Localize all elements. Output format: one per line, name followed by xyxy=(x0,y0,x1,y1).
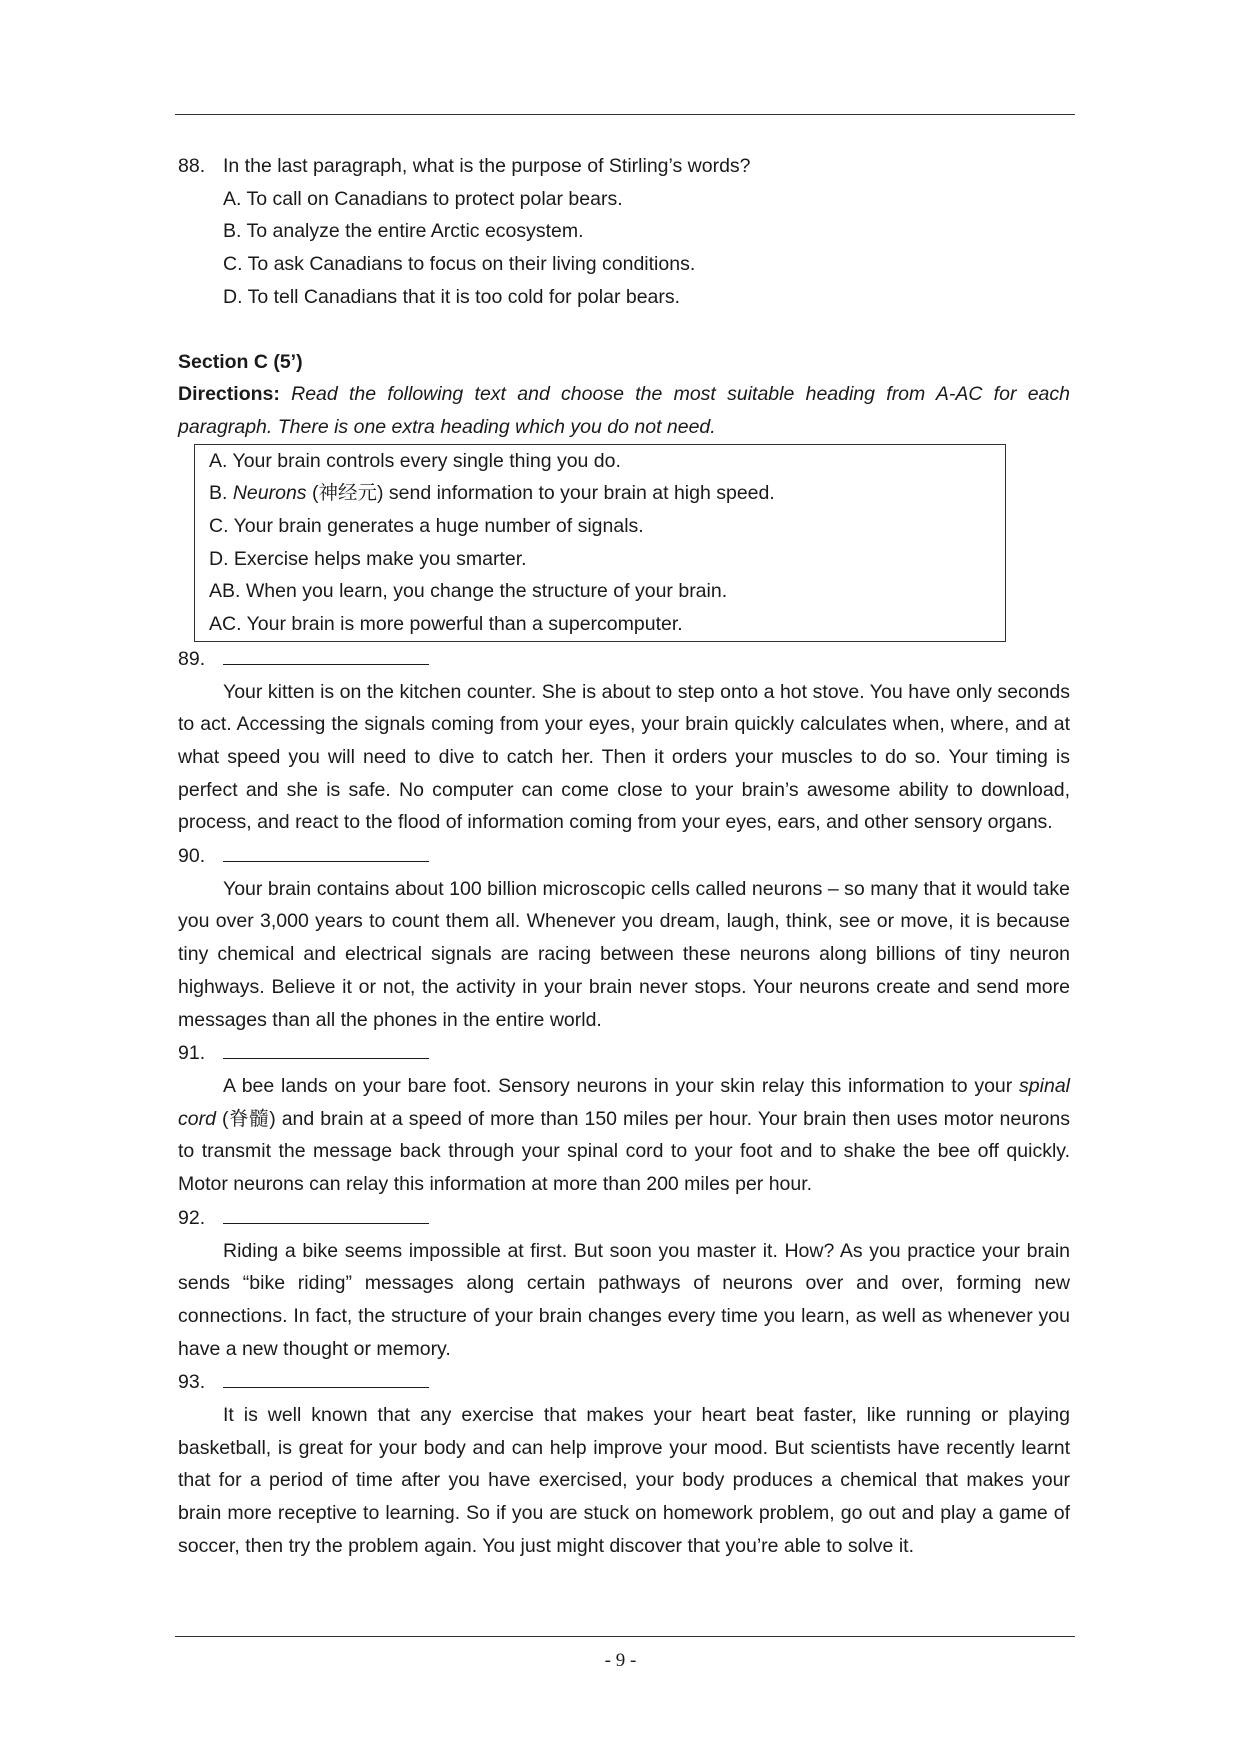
paragraph-89: Your kitten is on the kitchen counter. She is about to step onto a hot stove. You have only seconds to act. Accessing the signals coming from your eyes, your brain quickly calculates when, where, and at what speed you will need to dive to catch her. Then it orders your muscles to do so. Your timing is perfect and she is safe. No computer can come close to your brain’s awesome ability to download, process, and react to the flood of information coming from your eyes, ears, and other sensory organs. xyxy=(178,680,1070,834)
answer-line-91 xyxy=(178,1036,1070,1070)
answer-line-92 xyxy=(178,1201,1070,1235)
heading-d: D. Exercise helps make you smarter. xyxy=(209,547,527,570)
paragraph-number: 90. xyxy=(178,845,206,868)
headings-box xyxy=(194,444,1006,642)
answer-blank[interactable] xyxy=(223,1036,429,1059)
answer-blank[interactable] xyxy=(223,1365,429,1388)
page-number: - 9 - xyxy=(604,1650,637,1671)
paragraph-number: 93. xyxy=(178,1371,206,1394)
paragraph-90: Your brain contains about 100 billion microscopic cells called neurons – so many that it would take you over 3,000 years to count them all. Whenever you dream, laugh, think, see or move, it is because tiny chemical and electrical signals are racing between these neurons along billions of tiny neuron highways. Believe it or not, the activity in your brain never stops. Your neurons create and send more messages than all the phones in the entire world. xyxy=(178,877,1070,1031)
paragraph-91: A bee lands on your bare foot. Sensory neurons in your skin relay this information to your spinal cord (脊髓) and brain at a speed of more than 150 miles per hour. Your brain then uses motor neurons to transmit the message back through your spinal cord to your foot and to shake the bee off quickly. Motor neurons can relay this information at more than 200 miles per hour. xyxy=(178,1074,1070,1196)
option-c: C. To ask Canadians to focus on their living conditions. xyxy=(223,253,696,276)
question-number: 88. xyxy=(178,155,206,177)
question-88 xyxy=(178,150,1070,183)
answer-line-93 xyxy=(178,1365,1070,1399)
heading-b: B. Neurons (神经元) send information to your brain at high speed. xyxy=(209,482,775,505)
heading-ac: AC. Your brain is more powerful than a supercomputer. xyxy=(209,613,683,636)
paragraph-number: 91. xyxy=(178,1042,206,1065)
question-text: In the last paragraph, what is the purpose of Stirling’s words? xyxy=(223,155,751,177)
footer-rule xyxy=(175,1636,1075,1637)
option-a: A. To call on Canadians to protect polar bears. xyxy=(223,187,623,210)
page-content xyxy=(178,150,1070,1563)
directions-label: Directions: xyxy=(178,383,280,406)
section-title: Section C (5’) xyxy=(178,350,303,373)
answer-blank[interactable] xyxy=(223,1201,429,1224)
directions-text: Read the following text and choose the most suitable heading from A-AC for each paragraph. There is one extra heading which you do not need. xyxy=(178,383,1070,438)
paragraph-number: 89. xyxy=(178,647,206,670)
answer-line-89 xyxy=(178,642,1070,676)
option-b: B. To analyze the entire Arctic ecosystem. xyxy=(223,220,584,243)
answer-blank[interactable] xyxy=(223,839,429,862)
heading-c: C. Your brain generates a huge number of signals. xyxy=(209,515,644,538)
header-rule xyxy=(175,114,1075,115)
heading-ab: AB. When you learn, you change the structure of your brain. xyxy=(209,580,728,603)
paragraph-number: 92. xyxy=(178,1206,206,1229)
paragraph-93: It is well known that any exercise that makes your heart beat faster, like running or playing basketball, is great for your body and can help improve your mood. But scientists have recently learnt that for a period of time after you have exercised, your body produces a chemical that makes your brain more receptive to learning. So if you are stuck on homework problem, go out and play a game of soccer, then try the problem again. You just might discover that you’re able to solve it. xyxy=(178,1404,1070,1557)
option-d: D. To tell Canadians that it is too cold for polar bears. xyxy=(223,285,681,308)
answer-line-90 xyxy=(178,839,1070,873)
paragraph-92: Riding a bike seems impossible at first. But soon you master it. How? As you practice your brain sends “bike riding” messages along certain pathways of neurons over and over, forming new connections. In fact, the structure of your brain changes every time you learn, as well as whenever you have a new thought or memory. xyxy=(178,1239,1070,1360)
directions xyxy=(178,378,1070,443)
heading-a: A. Your brain controls every single thing you do. xyxy=(209,449,621,472)
answer-blank[interactable] xyxy=(223,642,429,665)
